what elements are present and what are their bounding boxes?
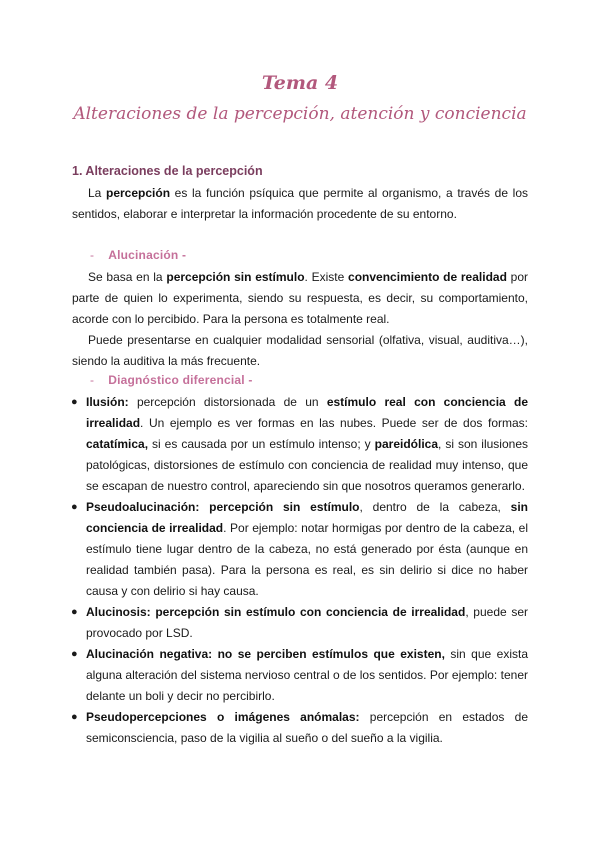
bold-term: catatímica,: [86, 437, 149, 451]
text-run: , si son ilusiones patológicas, distorsiones de estímulo con conciencia de realidad muy intenso, que se escapan de nuestro control, apareciendo sin que nosotros queramos generarlo.: [86, 437, 528, 493]
section-heading: 1. Alteraciones de la percepción: [72, 164, 263, 178]
text-run: . Por ejemplo: notar hormigas por dentro de la cabeza, el estímulo tiene lugar dentro de la cabeza, no está generado por ésta (aunque en realidad también pasa). Para la persona es real, es sin delirio si dice no haber causa y con delirio si hay causa.: [86, 521, 528, 598]
document-title: Tema 4: [261, 72, 339, 94]
bold-term: sin conciencia de irrealidad: [86, 500, 528, 535]
text-run: Puede presentarse en cualquier modalidad sensorial (olfativa, visual, auditiva…), siendo la auditiva la más frecuente.: [72, 333, 528, 368]
bold-term: Pseudopercepciones o imágenes anómalas:: [86, 710, 360, 724]
list-item-pseudopercepciones: [72, 707, 528, 749]
list-item-pseudoalucinacion: [72, 497, 528, 602]
text-run: si es causada por un estímulo intenso; y: [148, 437, 375, 451]
alucinacion-paragraph-2: [72, 330, 528, 372]
subheading-diagnostico: [90, 373, 253, 387]
bold-term: estímulo real con conciencia de irrealidad: [86, 395, 528, 430]
intro-paragraph: [72, 183, 528, 225]
text-run: es la función psíquica que permite al organismo, a través de los sentidos, elaborar e interpretar la información procedente de su entorno.: [72, 186, 528, 221]
text-run: . Un ejemplo es ver formas en las nubes. Puede ser de dos formas:: [140, 416, 528, 430]
bullet-icon: ●: [71, 648, 78, 660]
dash-marker: -: [90, 373, 95, 387]
text-run: percepción distorsionada de un: [128, 395, 327, 409]
list-item-ilusion: [72, 392, 528, 497]
text-run: , dentro de la cabeza,: [359, 500, 511, 514]
bold-term: percepción: [106, 186, 171, 200]
text-run: sin que exista alguna alteración del sistema nervioso central o de los sentidos. Por ejemplo: tener delante un boli y decir no percibirlo.: [86, 647, 529, 703]
alucinacion-paragraph-1: [72, 267, 528, 330]
bold-term: Alucinación negativa: no se perciben estímulos que existen,: [86, 647, 445, 661]
text-run: La: [88, 186, 106, 200]
text-run: . Existe: [304, 270, 349, 284]
bullet-icon: ●: [71, 396, 78, 408]
subheading-label: Diagnóstico diferencial: [108, 373, 245, 387]
text-run: percepción en estados de semiconsciencia, paso de la vigilia al sueño o del sueño a la vigilia.: [86, 710, 528, 745]
bold-term: Alucinosis: percepción sin estímulo con conciencia de irrealidad: [86, 605, 466, 619]
bullet-icon: ●: [71, 711, 78, 723]
bold-term: Pseudoalucinación: percepción sin estímulo: [86, 500, 360, 514]
text-run: Se basa en la: [88, 270, 167, 284]
list-item-alucinosis: [72, 602, 528, 644]
dash-marker: -: [90, 248, 95, 262]
text-run: por parte de quien lo experimenta, siendo su respuesta, es decir, su comportamiento, acorde con lo percibido. Para la persona es totalmente real.: [72, 270, 528, 326]
differential-list: [72, 392, 528, 749]
list-item-alucinacion-negativa: [72, 644, 528, 707]
bold-term: convencimiento de realidad: [348, 270, 507, 284]
bullet-icon: ●: [71, 501, 78, 513]
bold-term: Ilusión:: [86, 395, 129, 409]
subheading-label: Alucinación: [108, 248, 179, 262]
bold-term: pareidólica: [374, 437, 439, 451]
dash-trail: -: [178, 248, 187, 262]
dash-trail: -: [244, 373, 253, 387]
document-subtitle: Alteraciones de la percepción, atención y conciencia: [73, 104, 527, 124]
bold-term: percepción sin estímulo: [166, 270, 305, 284]
bullet-icon: ●: [71, 606, 78, 618]
subheading-alucinacion: [90, 248, 186, 262]
text-run: , puede ser provocado por LSD.: [86, 605, 529, 640]
